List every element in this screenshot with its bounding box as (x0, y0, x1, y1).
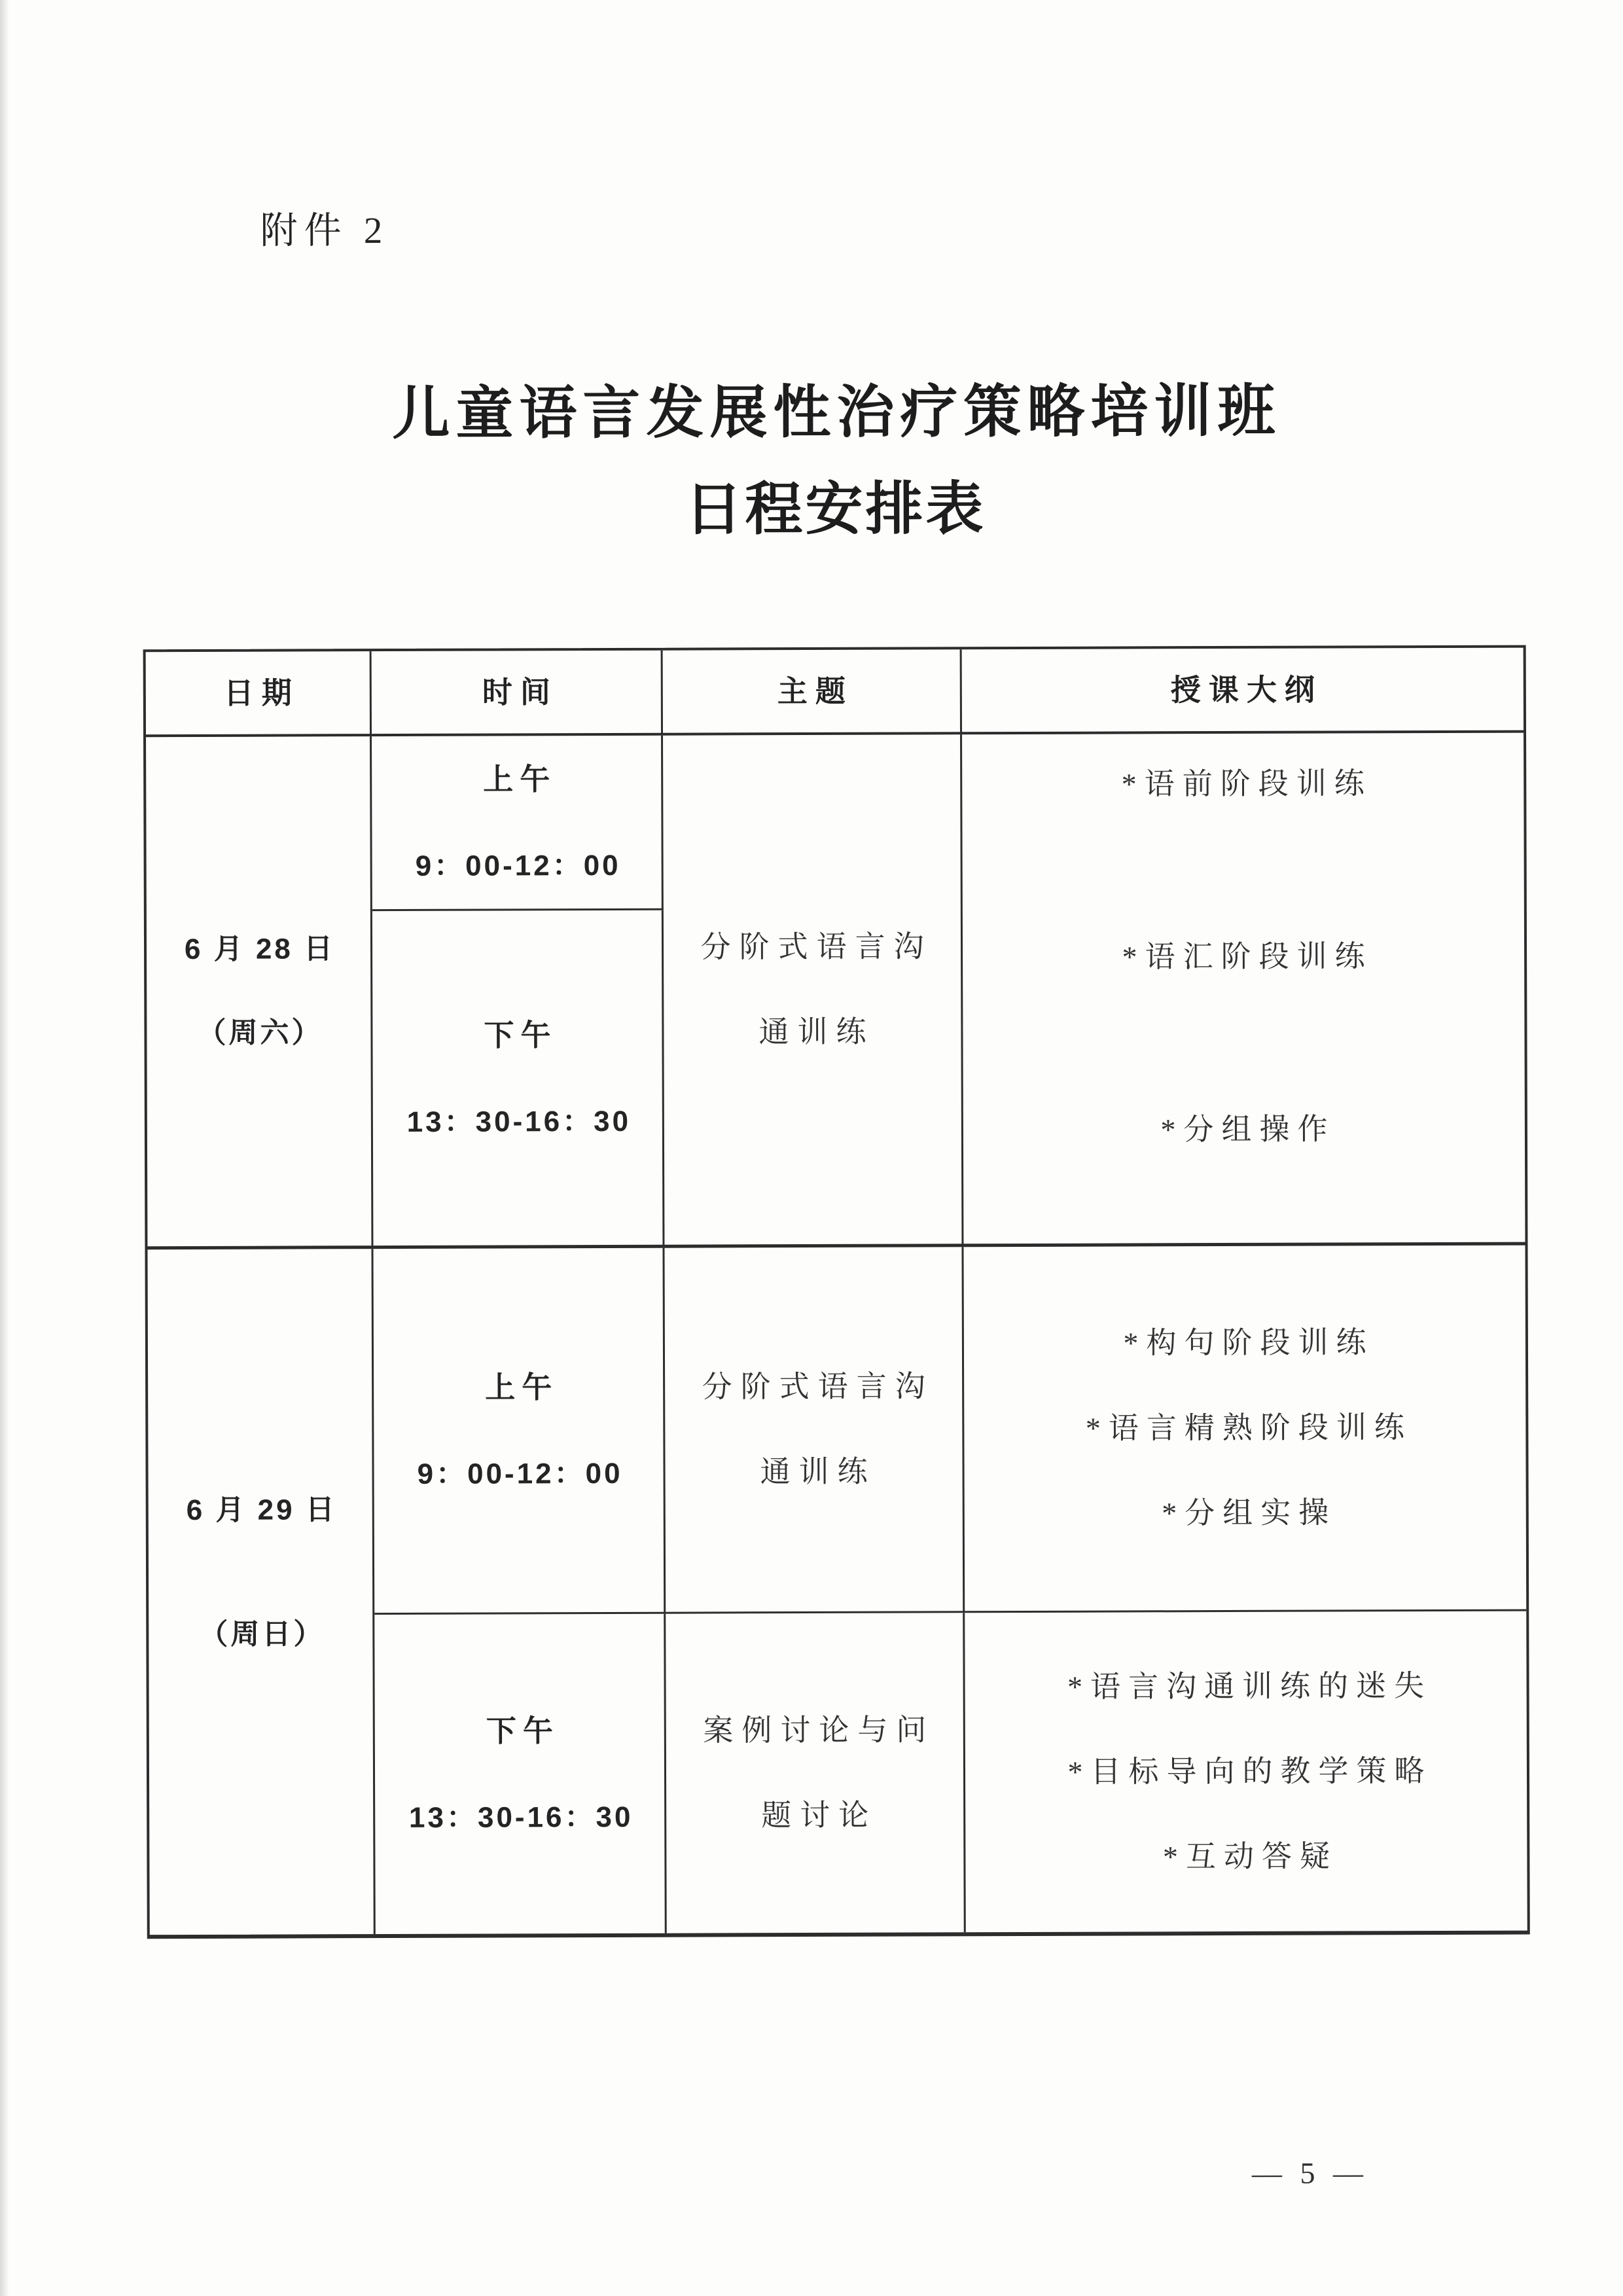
topic-jun28-line2: 通训练 (758, 1014, 875, 1049)
header-label-time: 时间 (482, 675, 558, 709)
topic-jun29-pm-line2: 题讨论 (761, 1798, 878, 1833)
outline-item: *语前阶段训练 (1121, 766, 1372, 801)
outline-item: *构句阶段训练 (1123, 1325, 1374, 1360)
header-cell-time (372, 651, 663, 736)
time-label-jun28-am: 上午 (483, 762, 557, 797)
time-value-jun28-pm: 13：30-16：30 (406, 1105, 632, 1138)
attachment-label: 附件 2 (260, 210, 389, 252)
outline-cell-jun29-pm (965, 1611, 1527, 1933)
document-title-line1: 儿童语言发展性治疗策略培训班 (392, 380, 1281, 447)
outline-item: *分组操作 (1160, 1112, 1336, 1147)
outline-item: *语言沟通训练的迷失 (1067, 1669, 1433, 1704)
topic-jun29-pm-line1: 案例讨论与问 (703, 1713, 935, 1748)
date-jun28: 6 月 28 日 (184, 933, 336, 966)
topic-jun29-am-line1: 分阶式语言沟 (702, 1369, 934, 1404)
outline-item: *语言精熟阶段训练 (1085, 1410, 1412, 1445)
topic-jun28-line1: 分阶式语言沟 (700, 929, 933, 964)
time-value-jun29-pm: 13：30-16：30 (408, 1801, 633, 1834)
header-label-date: 日期 (223, 675, 300, 710)
date-cell-jun28 (146, 736, 373, 1249)
outline-item: *语汇阶段训练 (1122, 939, 1373, 974)
outline-cell-jun29-am (963, 1246, 1526, 1613)
topic-cell-jun29-am (664, 1247, 965, 1613)
topic-cell-jun29-pm (666, 1613, 966, 1933)
outline-cell-jun28 (962, 733, 1525, 1247)
weekday-jun28: （周六） (197, 1016, 323, 1049)
page-number: — 5 — (1251, 2156, 1369, 2190)
header-label-topic: 主题 (777, 673, 853, 709)
time-cell-jun29-am (373, 1248, 666, 1615)
time-cell-jun29-pm (374, 1614, 667, 1934)
time-cell-jun28-pm (372, 910, 665, 1249)
outline-item: *互动答疑 (1162, 1839, 1338, 1874)
weekday-jun29: （周日） (199, 1617, 325, 1651)
header-label-outline: 授课大纲 (1170, 672, 1323, 708)
header-cell-topic (663, 649, 962, 735)
time-value-jun29-am: 9：00-12：00 (417, 1457, 623, 1490)
date-cell-jun29 (147, 1249, 375, 1935)
header-cell-outline (962, 648, 1524, 735)
title-block (142, 380, 1525, 543)
time-label-jun28-pm: 下午 (484, 1017, 558, 1052)
time-cell-jun28-am (372, 736, 664, 911)
date-jun29: 6 月 29 日 (186, 1493, 337, 1526)
header-cell-date (146, 651, 372, 737)
topic-jun29-am-line2: 通训练 (760, 1454, 876, 1489)
time-value-jun28-am: 9：00-12：00 (415, 849, 621, 882)
time-label-jun29-pm: 下午 (486, 1713, 560, 1748)
time-label-jun29-am: 上午 (485, 1370, 559, 1405)
outline-item: *目标导向的教学策略 (1067, 1754, 1433, 1789)
document-title-line2: 日程安排表 (685, 478, 986, 543)
topic-cell-jun28 (663, 734, 963, 1247)
schedule-table (143, 645, 1530, 1939)
outline-item: *分组实操 (1162, 1496, 1337, 1530)
